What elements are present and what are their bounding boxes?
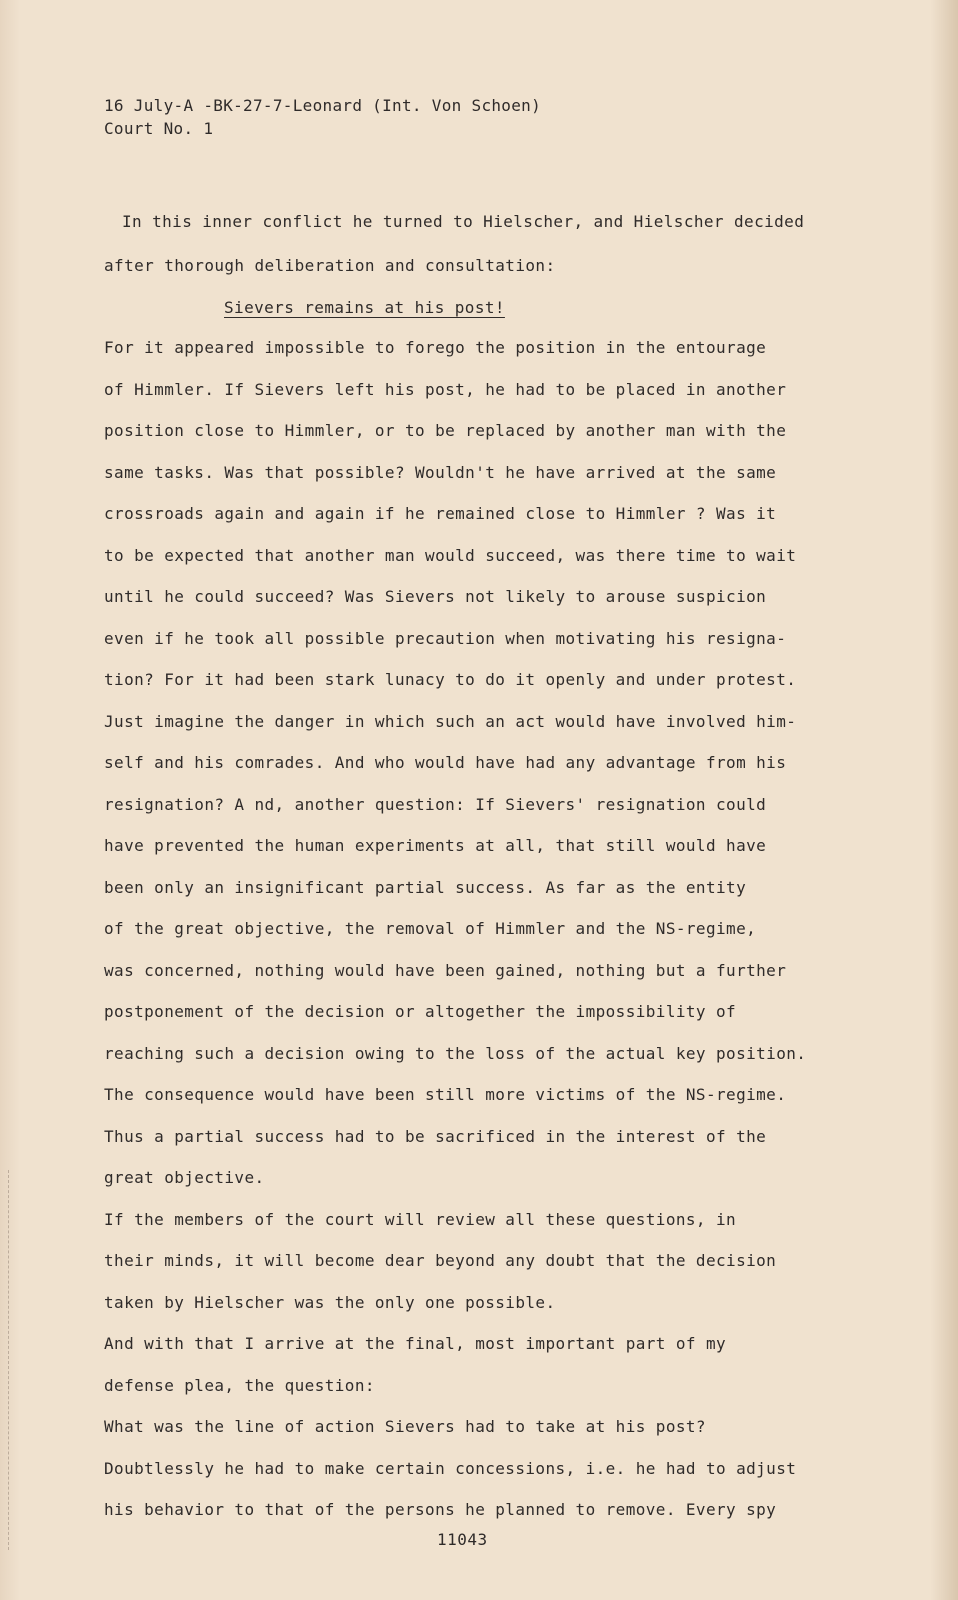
text-line: crossroads again and again if he remained close to Himmler ? Was it: [104, 504, 777, 523]
text-line: resignation? A nd, another question: If Sievers' resignation could: [104, 795, 767, 814]
text-line: The consequence would have been still more victims of the NS-regime.: [104, 1085, 787, 1104]
text-line: In this inner conflict he turned to Hielscher, and Hielscher decided: [122, 212, 805, 231]
text-line: Just imagine the danger in which such an act would have involved him-: [104, 712, 797, 731]
text-line: after thorough deliberation and consultation:: [104, 256, 556, 275]
text-line: Doubtlessly he had to make certain concessions, i.e. he had to adjust: [104, 1459, 797, 1478]
text-line: postponement of the decision or altogether the impossibility of: [104, 1002, 737, 1021]
text-line: of Himmler. If Sievers left his post, he had to be placed in another: [104, 380, 787, 399]
text-line: great objective.: [104, 1168, 265, 1187]
text-line: And with that I arrive at the final, most important part of my: [104, 1334, 727, 1353]
text-line: his behavior to that of the persons he planned to remove. Every spy: [104, 1500, 777, 1519]
text-line: of the great objective, the removal of Himmler and the NS-regime,: [104, 919, 757, 938]
page-number: 11043: [437, 1530, 488, 1549]
text-line: was concerned, nothing would have been gained, nothing but a further: [104, 961, 787, 980]
text-line: their minds, it will become dear beyond any doubt that the decision: [104, 1251, 777, 1270]
text-line: reaching such a decision owing to the loss of the actual key position.: [104, 1044, 807, 1063]
header-case-line: 16 July-A -BK-27-7-Leonard (Int. Von Schoen): [104, 96, 542, 115]
text-line: have prevented the human experiments at all, that still would have: [104, 836, 767, 855]
text-line: self and his comrades. And who would have had any advantage from his: [104, 753, 787, 772]
section-heading: Sievers remains at his post!: [224, 298, 505, 317]
text-line: until he could succeed? Was Sievers not likely to arouse suspicion: [104, 587, 767, 606]
text-line: defense plea, the question:: [104, 1376, 375, 1395]
text-line: What was the line of action Sievers had to take at his post?: [104, 1417, 706, 1436]
text-line: If the members of the court will review all these questions, in: [104, 1210, 737, 1229]
margin-mark: [8, 1170, 10, 1550]
text-line: tion? For it had been stark lunacy to do it openly and under protest.: [104, 670, 797, 689]
text-line: been only an insignificant partial success. As far as the entity: [104, 878, 747, 897]
text-line: taken by Hielscher was the only one possible.: [104, 1293, 556, 1312]
document-header: [104, 94, 541, 140]
text-line: For it appeared impossible to forego the position in the entourage: [104, 338, 767, 357]
text-line: Thus a partial success had to be sacrificed in the interest of the: [104, 1127, 767, 1146]
text-line: same tasks. Was that possible? Wouldn't he have arrived at the same: [104, 463, 777, 482]
text-line: even if he took all possible precaution when motivating his resigna-: [104, 629, 787, 648]
header-court-line: Court No. 1: [104, 119, 214, 138]
text-line: position close to Himmler, or to be replaced by another man with the: [104, 421, 787, 440]
text-line: to be expected that another man would succeed, was there time to wait: [104, 546, 797, 565]
